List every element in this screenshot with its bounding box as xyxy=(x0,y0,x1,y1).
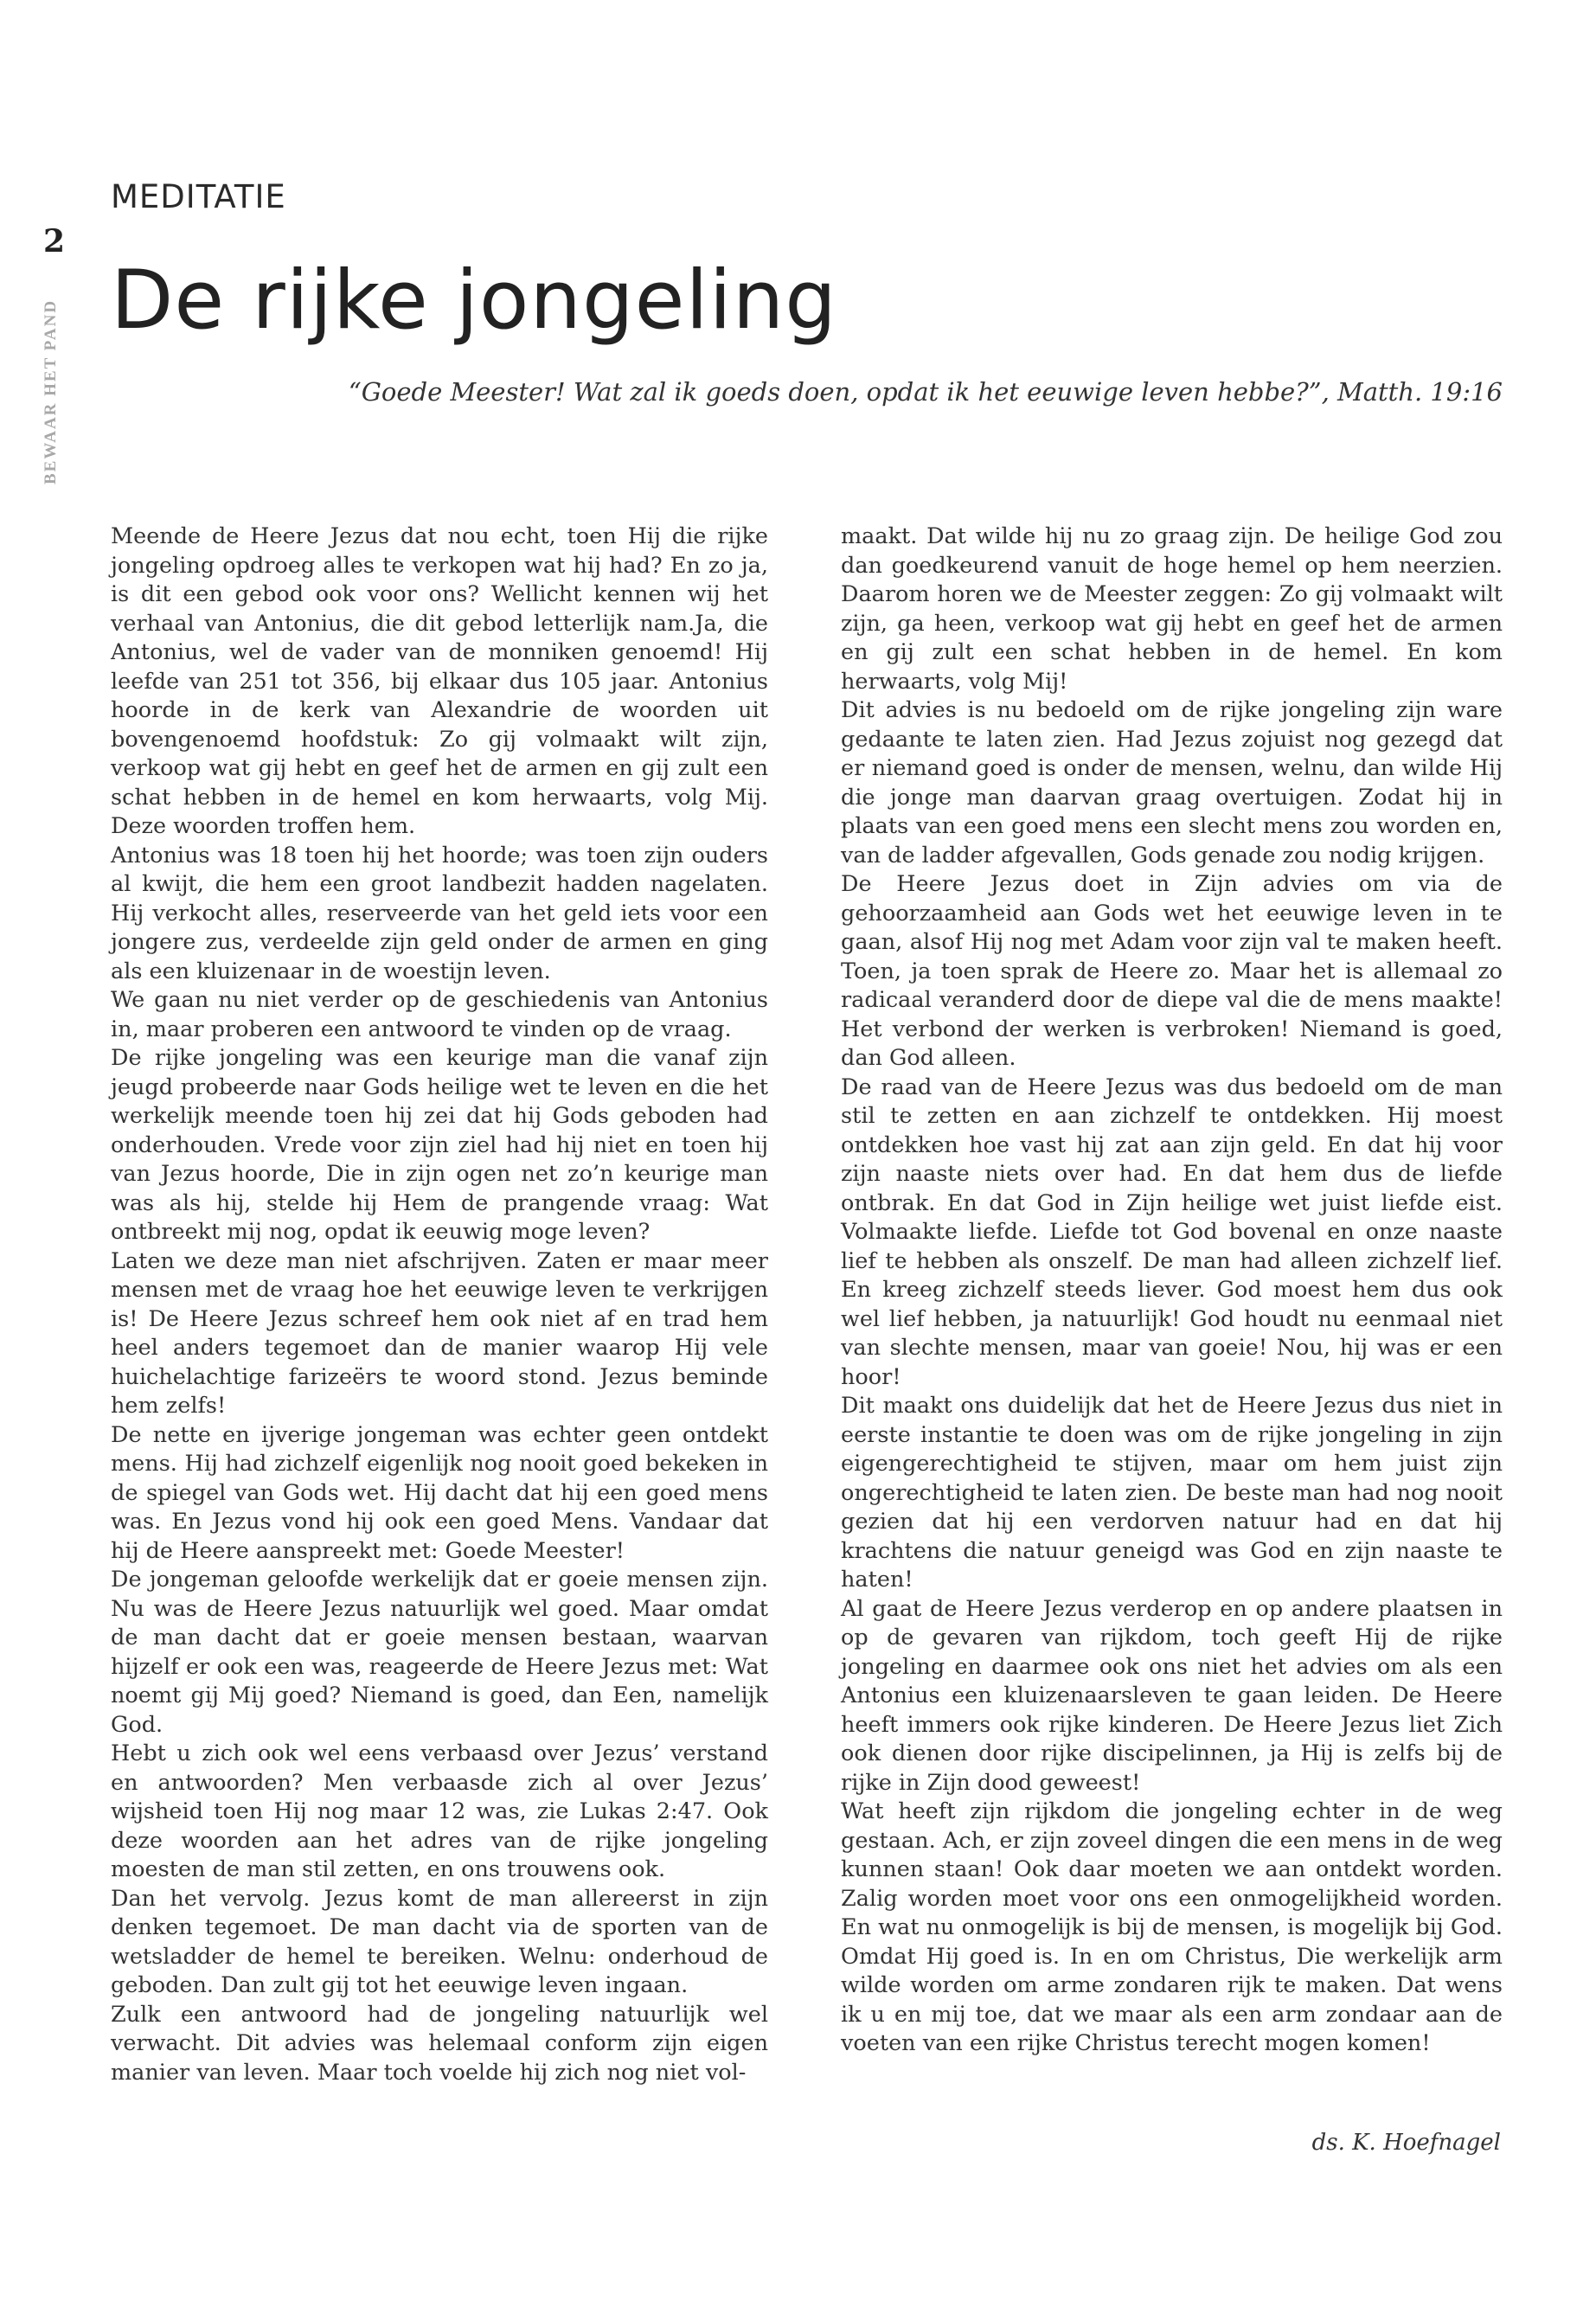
paragraph: Antonius was 18 toen hij het hoorde; was toen zijn ouders al kwijt, die hem een groot landbezit hadden nagelaten. Hij verkocht alles, reserveerde van het geld iets voor een jongere zus, verdeelde zijn geld onder de armen en ging als een kluizenaar in de woestijn leven. xyxy=(111,842,768,984)
paragraph: We gaan nu niet verder op de geschiedenis van Antonius in, maar proberen een antwoord te vinden op de vraag. xyxy=(111,987,768,1042)
paragraph: Laten we deze man niet afschrijven. Zaten er maar meer mensen met de vraag hoe het eeuwige leven te verkrijgen is! De Heere Jezus schreef hem ook niet af en trad hem heel anders tegemoet dan de manier waarop Hij vele huichelachtige farizeërs te woord stond. Jezus beminde hem zelfs! xyxy=(111,1247,768,1419)
paragraph: De rijke jongeling was een keurige man die vanaf zijn jeugd probeerde naar Gods heilige wet te leven en die het werkelijk meende toen hij zei dat hij Gods geboden had onderhouden. Vrede voor zijn ziel had hij niet en toen hij van Jezus hoorde, Die in zijn ogen net zo’n keurige man was als hij, stelde hij Hem de prangende vraag: Wat ontbreekt mij nog, opdat ik eeuwig moge leven? xyxy=(111,1045,768,1245)
paragraph: Dit advies is nu bedoeld om de rijke jongeling zijn ware gedaante te laten zien. Had Jezus zojuist nog gezegd dat er niemand goed is onder de mensen, welnu, dan wilde Hij die jonge man daarvan graag overtuigen. Zodat hij in plaats van een goed mens een slecht mens zou worden en, van de ladder afgevallen, Gods genade zou nodig krijgen. xyxy=(841,697,1503,868)
page-title: De rijke jongeling xyxy=(111,253,837,348)
author-signature: ds. K. Hoefnagel xyxy=(1311,2130,1501,2156)
paragraph: Dan het vervolg. Jezus komt de man allereerst in zijn denken tegemoet. De man dacht via de sporten van de wetsladder de hemel te bereiken. Welnu: onderhoud de geboden. Dan zult gij tot het eeuwige leven ingaan. xyxy=(111,1885,768,1998)
paragraph: maakt. Dat wilde hij nu zo graag zijn. De heilige God zou dan goedkeurend vanuit de hoge hemel op hem neerzien. Daarom horen we de Meester zeggen: Zo gij volmaakt wilt zijn, ga heen, verkoop wat gij hebt en geef het de armen en gij zult een schat hebben in de hemel. En kom herwaarts, volg Mij! xyxy=(841,523,1503,695)
section-label: MEDITATIE xyxy=(111,178,286,215)
right-column xyxy=(841,522,1503,2059)
left-column xyxy=(111,522,768,2087)
paragraph: Dit maakt ons duidelijk dat het de Heere Jezus dus niet in eerste instantie te doen was om de rijke jongeling in zijn eigengerechtigheid te stijven, maar om hem juist zijn ongerechtigheid te laten zien. De beste man had nog nooit gezien dat hij een verdorven natuur had en dat hij krachtens die natuur geneigd was God en zijn naaste te haten! xyxy=(841,1393,1503,1593)
side-label: BEWAAR HET PAND xyxy=(42,298,60,484)
paragraph: Meende de Heere Jezus dat nou echt, toen Hij die rijke jongeling opdroeg alles te verkopen wat hij had? En zo ja, is dit een gebod ook voor ons? Wellicht kennen wij het verhaal van Antonius, die dit gebod letterlijk nam.Ja, die Antonius, wel de vader van de monniken genoemd! Hij leefde van 251 tot 356, bij elkaar dus 105 jaar. Antonius hoorde in de kerk van Alexandrie de woorden uit bovengenoemd hoofdstuk: Zo gij volmaakt wilt zijn, verkoop wat gij hebt en geef het de armen en gij zult een schat hebben in de hemel en kom herwaarts, volg Mij. Deze woorden troffen hem. xyxy=(111,523,768,839)
paragraph: De Heere Jezus doet in Zijn advies om via de gehoorzaamheid aan Gods wet het eeuwige leven in te gaan, alsof Hij nog met Adam voor zijn val te maken heeft. Toen, ja toen sprak de Heere zo. Maar het is allemaal zo radicaal veranderd door de diepe val die de mens maakte! Het verbond der werken is verbroken! Niemand is goed, dan God alleen. xyxy=(841,871,1503,1071)
paragraph: Al gaat de Heere Jezus verderop en op andere plaatsen in op de gevaren van rijkdom, toch geeft Hij de rijke jongeling en daarmee ook ons niet het advies om als een Antonius een kluizenaarsleven te gaan leiden. De Heere heeft immers ook rijke kinderen. De Heere Jezus liet Zich ook dienen door rijke discipelinnen, ja Hij is zelfs bij de rijke in Zijn dood geweest! xyxy=(841,1595,1503,1796)
paragraph: De jongeman geloofde werkelijk dat er goeie mensen zijn. Nu was de Heere Jezus natuurlijk wel goed. Maar omdat de man dacht dat er goeie mensen bestaan, waarvan hijzelf er ook een was, reageerde de Heere Jezus met: Wat noemt gij Mij goed? Niemand is goed, dan Een, namelijk God. xyxy=(111,1567,768,1738)
paragraph: Zulk een antwoord had de jongeling natuurlijk wel verwacht. Dit advies was helemaal conform zijn eigen manier van leven. Maar toch voelde hij zich nog niet vol- xyxy=(111,2001,768,2086)
paragraph: De raad van de Heere Jezus was dus bedoeld om de man stil te zetten en aan zichzelf te ontdekken. Hij moest ontdekken hoe vast hij zat aan zijn geld. En dat hij voor zijn naaste niets over had. En dat hem dus de liefde ontbrak. En dat God in Zijn heilige wet juist liefde eist. Volmaakte liefde. Liefde tot God bovenal en onze naaste lief te hebben als onszelf. De man had alleen zichzelf lief. En kreeg zichzelf steeds liever. God moest hem dus ook wel lief hebben, ja natuurlijk! God houdt nu eenmaal niet van slechte mensen, maar van goeie! Nou, hij was er een hoor! xyxy=(841,1074,1503,1390)
epigraph: “Goede Meester! Wat zal ik goeds doen, opdat ik het eeuwige leven hebbe?”, Matth. 19:16 xyxy=(348,377,1503,407)
page-number: 2 xyxy=(43,223,66,260)
paragraph: Wat heeft zijn rijkdom die jongeling echter in de weg gestaan. Ach, er zijn zoveel dingen die een mens in de weg kunnen staan! Ook daar moeten we aan ontdekt worden. Zalig worden moet voor ons een onmogelijkheid worden. En wat nu onmogelijk is bij de mensen, is mogelijk bij God. Omdat Hij goed is. In en om Christus, Die werkelijk arm wilde worden om arme zondaren rijk te maken. Dat wens ik u en mij toe, dat we maar als een arm zondaar aan de voeten van een rijke Christus terecht mogen komen! xyxy=(841,1798,1503,2056)
paragraph: Hebt u zich ook wel eens verbaasd over Jezus’ verstand en antwoorden? Men verbaasde zich al over Jezus’ wijsheid toen Hij nog maar 12 was, zie Lukas 2:47. Ook deze woorden aan het adres van de rijke jongeling moesten de man stil zetten, en ons trouwens ook. xyxy=(111,1740,768,1882)
paragraph: De nette en ijverige jongeman was echter geen ontdekt mens. Hij had zichzelf eigenlijk nog nooit goed bekeken in de spiegel van Gods wet. Hij dacht dat hij een goed mens was. En Jezus vond hij ook een goed Mens. Vandaar dat hij de Heere aanspreekt met: Goede Meester! xyxy=(111,1421,768,1564)
